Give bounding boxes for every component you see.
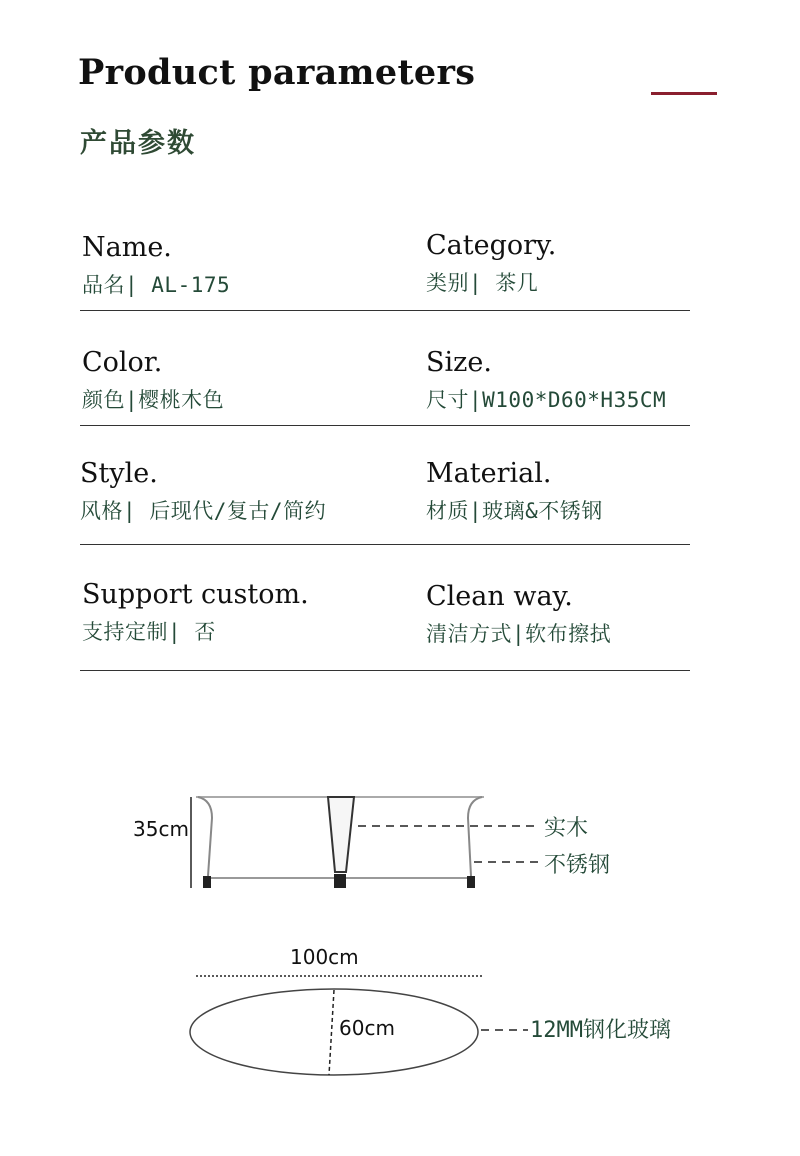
param-value: 支持定制| 否 [82, 620, 216, 644]
param-label: Clean way. [426, 581, 573, 612]
page-subtitle: 产品参数 [80, 128, 196, 159]
page-title: Product parameters [78, 52, 476, 93]
param-label: Support custom. [82, 579, 309, 610]
param-label: Material. [426, 458, 552, 489]
wood-label: 实木 [544, 816, 589, 841]
param-value: 类别| 茶几 [426, 271, 539, 295]
glass-ellipse [190, 989, 478, 1075]
width-label: 100cm [290, 945, 359, 969]
param-label: Name. [82, 232, 172, 263]
depth-label: 60cm [339, 1016, 395, 1040]
wood-leg [328, 797, 354, 872]
right-leg [468, 797, 482, 876]
param-label: Category. [426, 230, 557, 261]
foot [467, 876, 475, 888]
steel-label: 不锈钢 [544, 853, 611, 878]
param-label: Color. [82, 347, 163, 378]
param-label: Size. [426, 347, 492, 378]
foot [203, 876, 211, 888]
glass-label: 12MM钢化玻璃 [530, 1018, 671, 1043]
param-value: 材质|玻璃&不锈钢 [426, 499, 603, 523]
side-view-drawing [191, 797, 540, 888]
height-label: 35cm [133, 817, 189, 841]
param-value: 清洁方式|软布擦拭 [426, 622, 612, 646]
param-label: Style. [80, 458, 158, 489]
param-value: 尺寸|W100*D60*H35CM [426, 388, 667, 412]
param-value: 颜色|樱桃木色 [82, 388, 225, 412]
depth-marker [329, 990, 334, 1075]
left-leg [198, 797, 212, 876]
param-value: 品名| AL-175 [82, 273, 231, 297]
param-value: 风格| 后现代/复古/简约 [80, 499, 327, 523]
foot [334, 874, 346, 888]
